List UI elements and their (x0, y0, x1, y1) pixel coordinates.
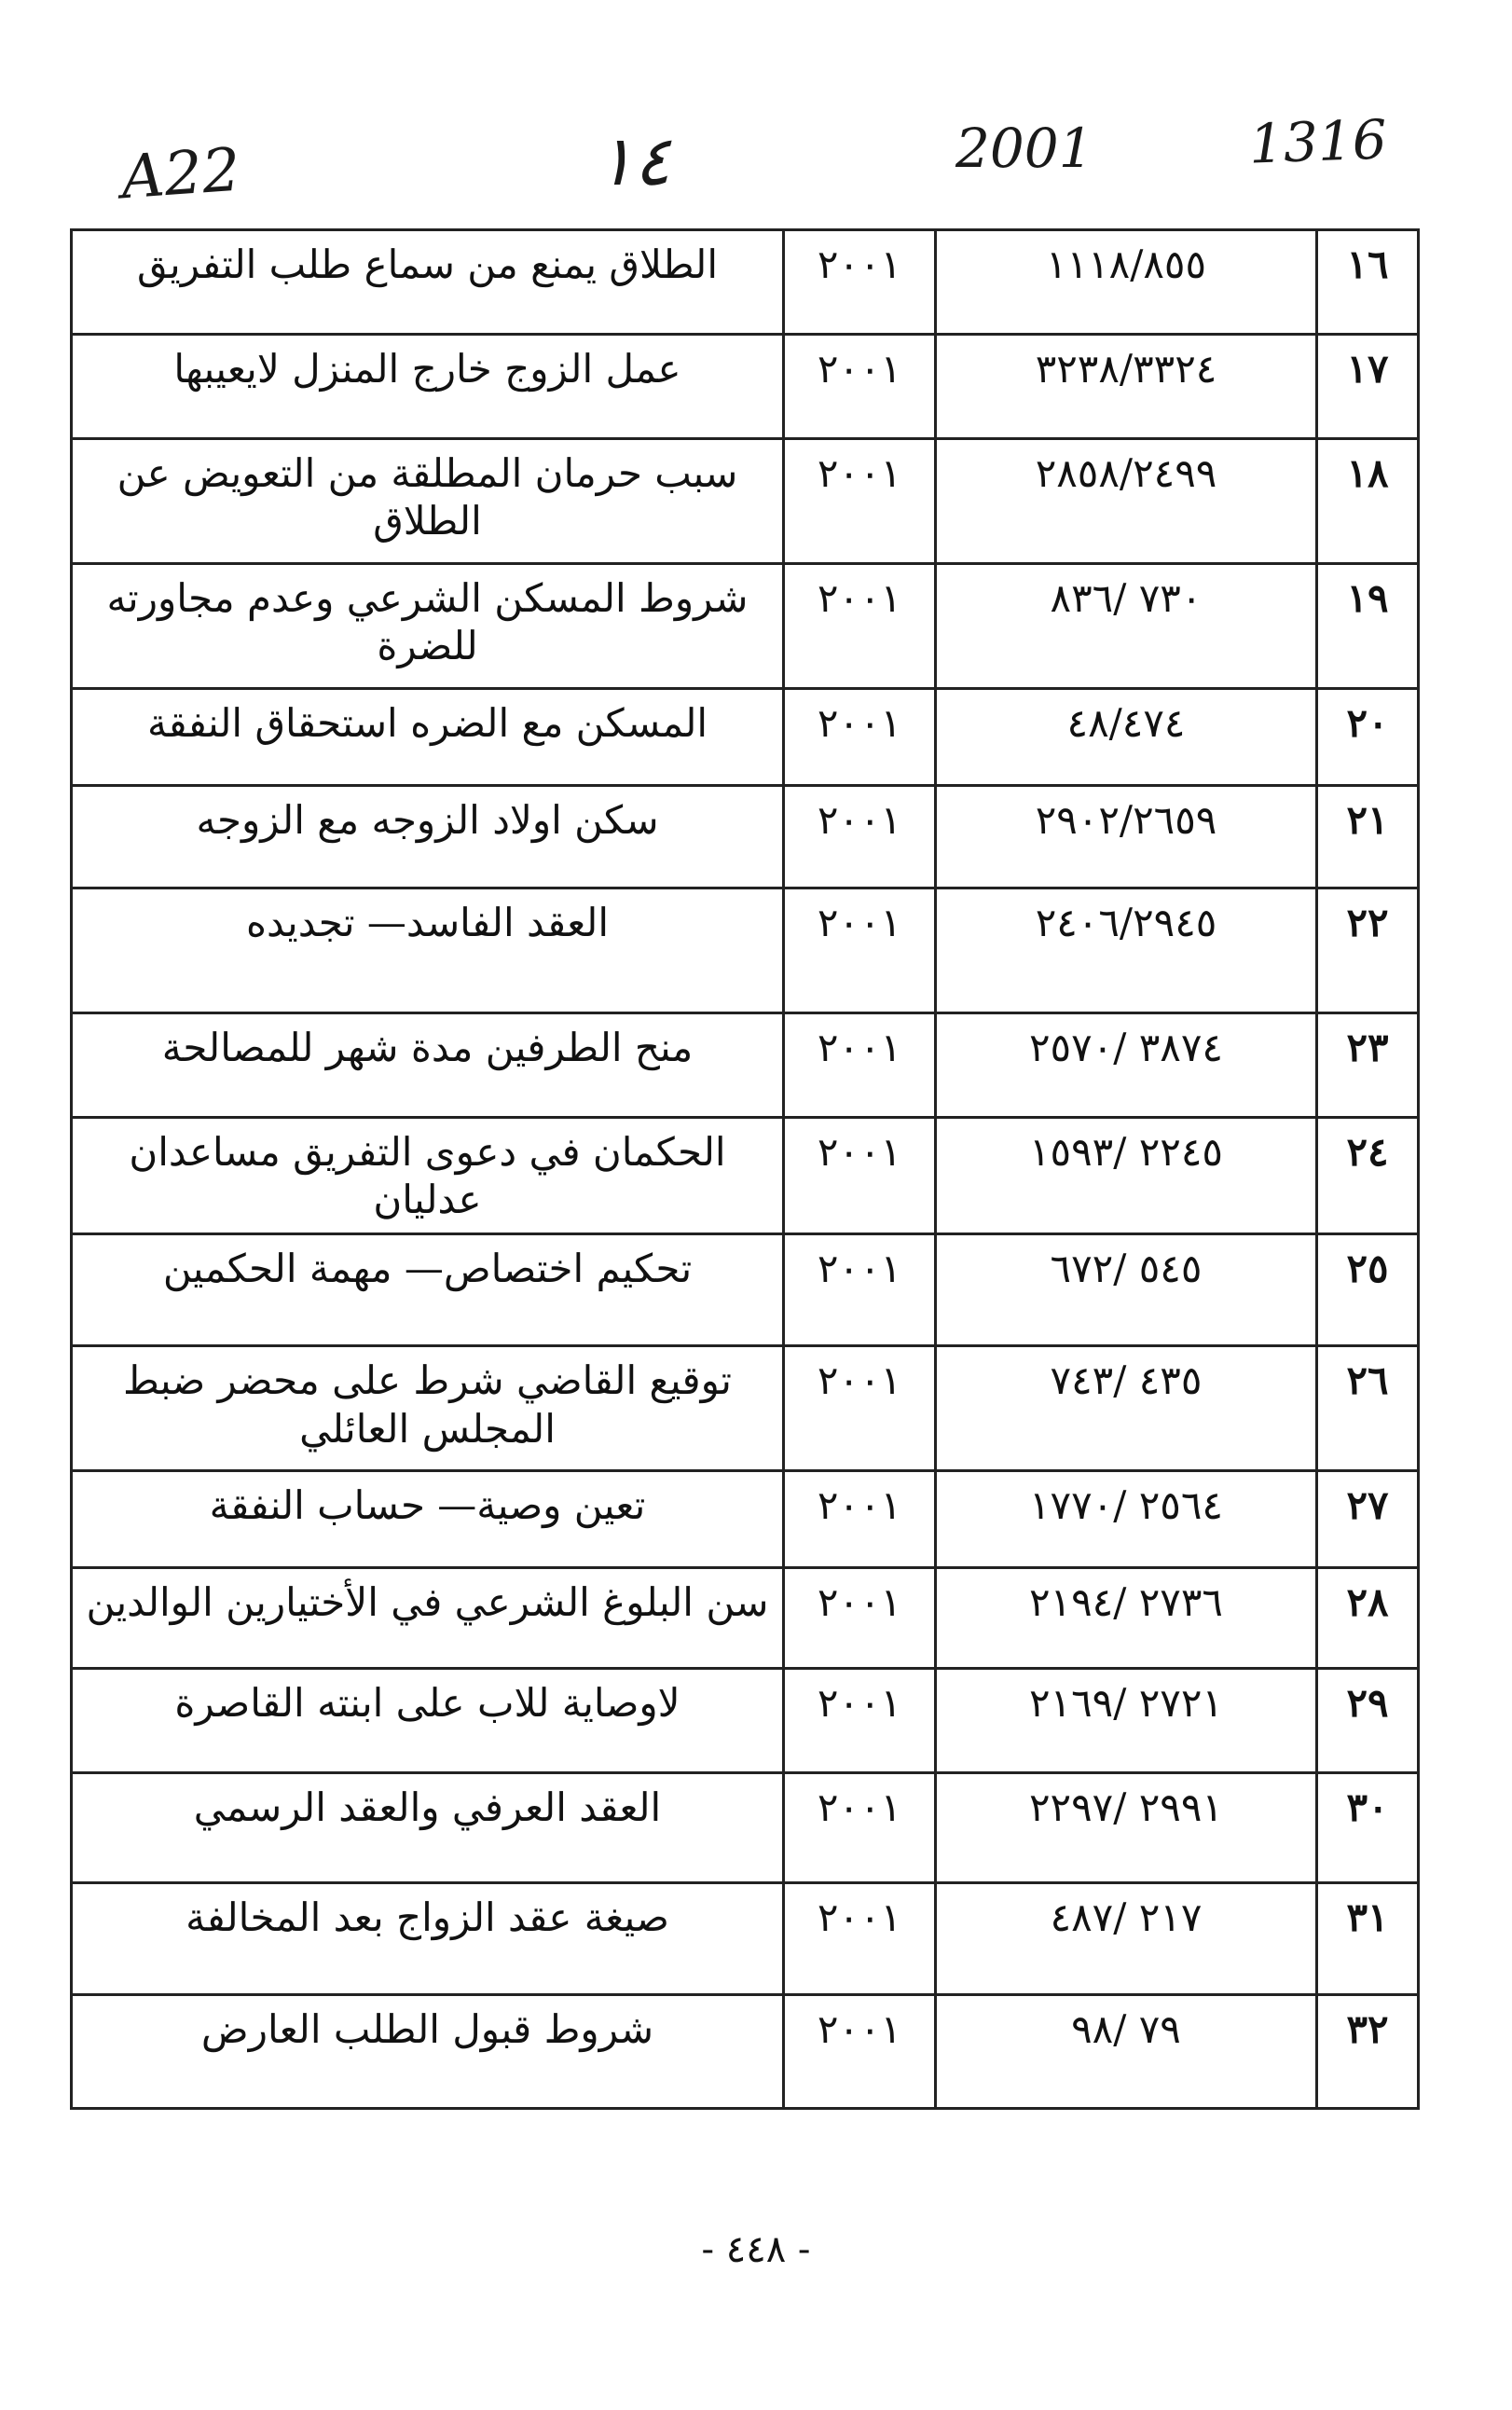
case-reference: ٧٣٠ /٨٣٦ (936, 564, 1317, 689)
ruling-year: ٢٠٠١ (784, 335, 936, 439)
ruling-subject: سكن اولاد الزوجه مع الزوجه (72, 786, 784, 888)
ruling-year: ٢٠٠١ (784, 689, 936, 786)
rulings-table (70, 228, 1420, 2110)
row-number: ٣٢ (1317, 1995, 1419, 2109)
case-reference: ٢٩٩١ /٢٢٩٧ (936, 1773, 1317, 1883)
row-number: ٢٨ (1317, 1568, 1419, 1669)
ruling-year: ٢٠٠١ (784, 1568, 936, 1669)
row-number: ٣١ (1317, 1883, 1419, 1995)
ruling-year: ٢٠٠١ (784, 1013, 936, 1118)
case-reference: ١١١٨/٨٥٥ (936, 230, 1317, 335)
table-row (72, 564, 1419, 689)
table-row (72, 1568, 1419, 1669)
ruling-subject: منح الطرفين مدة شهر للمصالحة (72, 1013, 784, 1118)
row-number: ٢٩ (1317, 1669, 1419, 1773)
ruling-subject: لاوصاية للاب على ابنته القاصرة (72, 1669, 784, 1773)
handwritten-note-middle: ١٤ (597, 121, 671, 201)
row-number: ١٧ (1317, 335, 1419, 439)
ruling-subject: تحكيم اختصاص— مهمة الحكمين (72, 1234, 784, 1346)
ruling-year: ٢٠٠١ (784, 888, 936, 1013)
rulings-table-body (72, 230, 1419, 2109)
case-reference: ٤٨/٤٧٤ (936, 689, 1317, 786)
ruling-subject: العقد العرفي والعقد الرسمي (72, 1773, 784, 1883)
row-number: ٢٢ (1317, 888, 1419, 1013)
handwritten-note-left: A22 (118, 135, 243, 213)
table-row (72, 230, 1419, 335)
row-number: ٢٧ (1317, 1471, 1419, 1568)
table-row (72, 689, 1419, 786)
row-number: ٢٥ (1317, 1234, 1419, 1346)
case-reference: ٢٧٢١ /٢١٦٩ (936, 1669, 1317, 1773)
ruling-subject: العقد الفاسد— تجديده (72, 888, 784, 1013)
row-number: ٢٤ (1317, 1118, 1419, 1234)
page-number: - ٤٤٨ - (701, 2228, 811, 2271)
case-reference: ٢١٧ /٤٨٧ (936, 1883, 1317, 1995)
table-row (72, 786, 1419, 888)
table-row (72, 1883, 1419, 1995)
ruling-year: ٢٠٠١ (784, 439, 936, 564)
handwritten-note-right: 1316 (1247, 107, 1388, 176)
case-reference: ٧٩ /٩٨ (936, 1995, 1317, 2109)
ruling-subject: توقيع القاضي شرط على محضر ضبط المجلس العائلي (72, 1346, 784, 1471)
case-reference: ٣٢٣٨/٣٣٢٤ (936, 335, 1317, 439)
ruling-subject: شروط قبول الطلب العارض (72, 1995, 784, 2109)
table-row (72, 1346, 1419, 1471)
ruling-subject: تعين وصية— حساب النفقة (72, 1471, 784, 1568)
ruling-subject: شروط المسكن الشرعي وعدم مجاورته للضرة (72, 564, 784, 689)
ruling-subject: سن البلوغ الشرعي في الأختيارين الوالدين (72, 1568, 784, 1669)
ruling-subject: الحكمان في دعوى التفريق مساعدان عدليان (72, 1118, 784, 1234)
row-number: ١٨ (1317, 439, 1419, 564)
ruling-year: ٢٠٠١ (784, 230, 936, 335)
ruling-subject: صيغة عقد الزواج بعد المخالفة (72, 1883, 784, 1995)
ruling-year: ٢٠٠١ (784, 1234, 936, 1346)
table-row (72, 335, 1419, 439)
row-number: ٢٦ (1317, 1346, 1419, 1471)
row-number: ١٦ (1317, 230, 1419, 335)
ruling-year: ٢٠٠١ (784, 1773, 936, 1883)
case-reference: ٢٩٠٢/٢٦٥٩ (936, 786, 1317, 888)
case-reference: ٥٤٥ /٦٧٢ (936, 1234, 1317, 1346)
ruling-year: ٢٠٠١ (784, 1995, 936, 2109)
ruling-year: ٢٠٠١ (784, 1471, 936, 1568)
case-reference: ٢٧٣٦ /٢١٩٤ (936, 1568, 1317, 1669)
ruling-subject: سبب حرمان المطلقة من التعويض عن الطلاق (72, 439, 784, 564)
table-row (72, 1995, 1419, 2109)
ruling-year: ٢٠٠١ (784, 786, 936, 888)
row-number: ٣٠ (1317, 1773, 1419, 1883)
case-reference: ٢٤٠٦/٢٩٤٥ (936, 888, 1317, 1013)
row-number: ٢٠ (1317, 689, 1419, 786)
row-number: ٢١ (1317, 786, 1419, 888)
row-number: ٢٣ (1317, 1013, 1419, 1118)
case-reference: ٢٢٤٥ /١٥٩٣ (936, 1118, 1317, 1234)
row-number: ١٩ (1317, 564, 1419, 689)
case-reference: ٤٣٥ /٧٤٣ (936, 1346, 1317, 1471)
ruling-year: ٢٠٠١ (784, 1883, 936, 1995)
table-row (72, 439, 1419, 564)
case-reference: ٢٨٥٨/٢٤٩٩ (936, 439, 1317, 564)
ruling-year: ٢٠٠١ (784, 1118, 936, 1234)
table-row (72, 1669, 1419, 1773)
handwritten-year: 2001 (955, 117, 1093, 180)
table-row (72, 1471, 1419, 1568)
table-row (72, 1118, 1419, 1234)
ruling-year: ٢٠٠١ (784, 1669, 936, 1773)
table-row (72, 888, 1419, 1013)
ruling-subject: عمل الزوج خارج المنزل لايعيبها (72, 335, 784, 439)
case-reference: ٣٨٧٤ /٢٥٧٠ (936, 1013, 1317, 1118)
table-row (72, 1013, 1419, 1118)
case-reference: ٢٥٦٤ /١٧٧٠ (936, 1471, 1317, 1568)
ruling-subject: المسكن مع الضره استحقاق النفقة (72, 689, 784, 786)
ruling-year: ٢٠٠١ (784, 564, 936, 689)
table-row (72, 1234, 1419, 1346)
ruling-year: ٢٠٠١ (784, 1346, 936, 1471)
ruling-subject: الطلاق يمنع من سماع طلب التفريق (72, 230, 784, 335)
table-row (72, 1773, 1419, 1883)
